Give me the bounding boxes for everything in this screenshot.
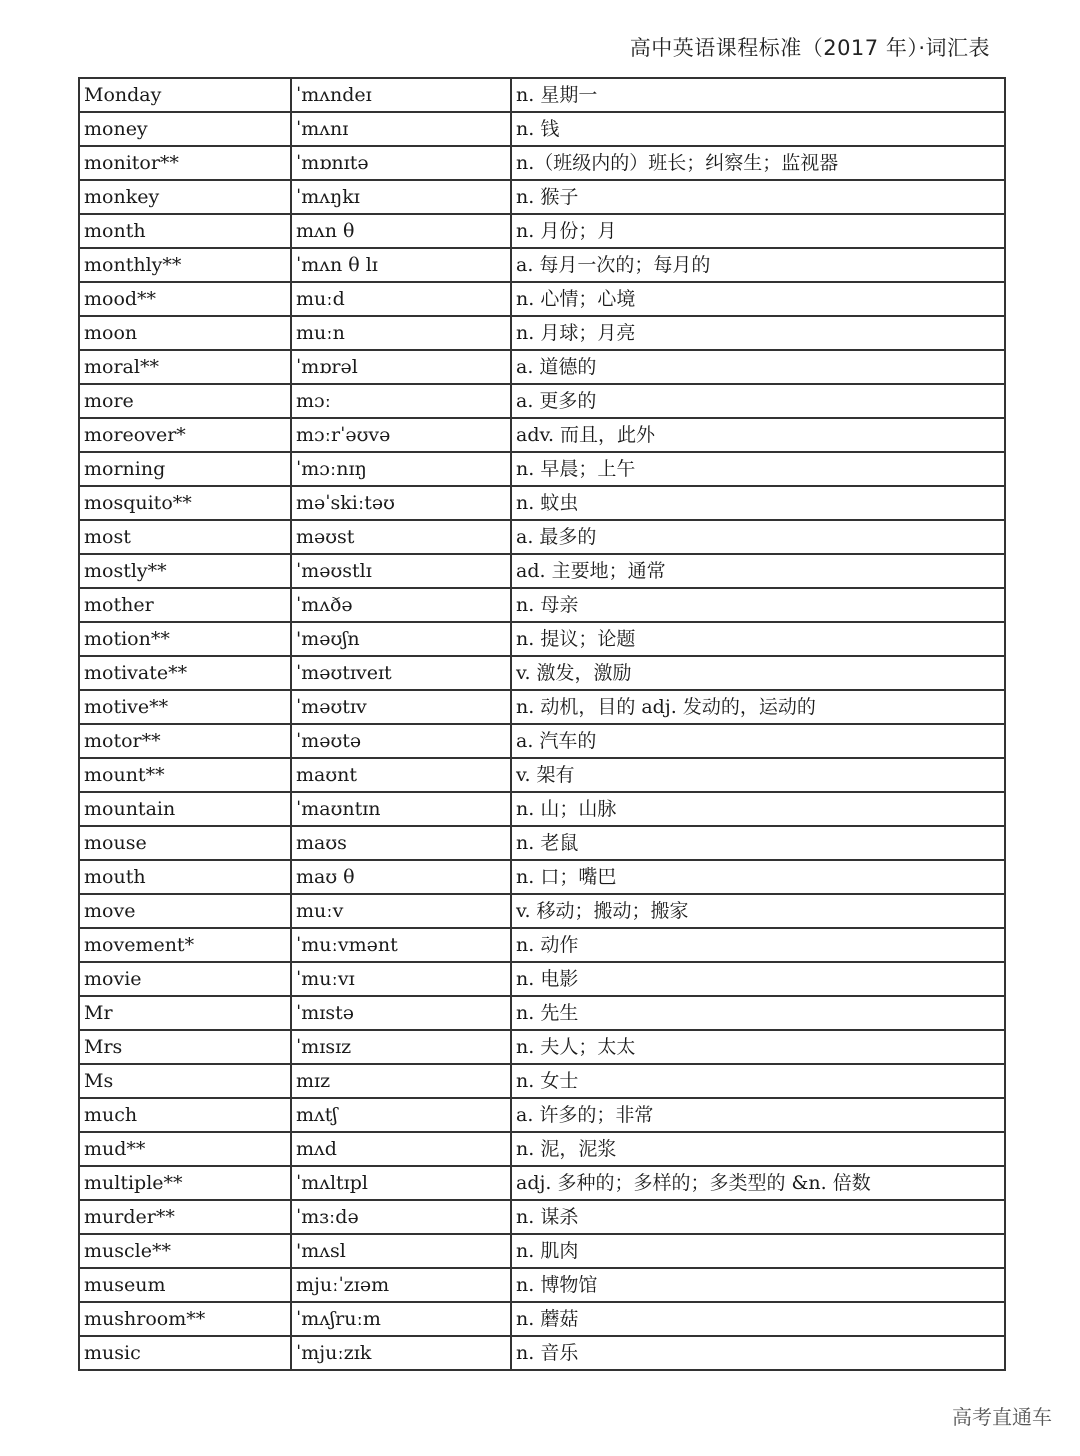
phonetic-cell: ˈmaʊntɪn bbox=[291, 792, 511, 826]
word-cell: Mrs bbox=[79, 1030, 291, 1064]
meaning-cell: n. 心情；心境 bbox=[511, 282, 1005, 316]
meaning-cell: n. 山；山脉 bbox=[511, 792, 1005, 826]
phonetic-cell: mɔːrˈəʊvə bbox=[291, 418, 511, 452]
table-row bbox=[79, 962, 1005, 996]
phonetic-cell: ˈmɒrəl bbox=[291, 350, 511, 384]
table-row bbox=[79, 1166, 1005, 1200]
meaning-cell: a. 许多的；非常 bbox=[511, 1098, 1005, 1132]
table-row bbox=[79, 1098, 1005, 1132]
table-row bbox=[79, 554, 1005, 588]
table-row bbox=[79, 928, 1005, 962]
phonetic-cell: ˈmʌn θ lɪ bbox=[291, 248, 511, 282]
table-row bbox=[79, 180, 1005, 214]
meaning-cell: n. 蘑菇 bbox=[511, 1302, 1005, 1336]
meaning-cell: n. 动作 bbox=[511, 928, 1005, 962]
word-cell: mushroom** bbox=[79, 1302, 291, 1336]
word-cell: Monday bbox=[79, 78, 291, 112]
phonetic-cell: muːd bbox=[291, 282, 511, 316]
phonetic-cell: məˈskiːtəʊ bbox=[291, 486, 511, 520]
table-row bbox=[79, 1200, 1005, 1234]
table-row bbox=[79, 826, 1005, 860]
word-cell: mood** bbox=[79, 282, 291, 316]
meaning-cell: n. 谋杀 bbox=[511, 1200, 1005, 1234]
table-row bbox=[79, 282, 1005, 316]
phonetic-cell: ˈmʌnɪ bbox=[291, 112, 511, 146]
table-row bbox=[79, 996, 1005, 1030]
meaning-cell: n. 蚊虫 bbox=[511, 486, 1005, 520]
meaning-cell: n. 先生 bbox=[511, 996, 1005, 1030]
meaning-cell: a. 每月一次的；每月的 bbox=[511, 248, 1005, 282]
meaning-cell: n. 动机，目的 adj. 发动的，运动的 bbox=[511, 690, 1005, 724]
table-row bbox=[79, 316, 1005, 350]
meaning-cell: n. 月球；月亮 bbox=[511, 316, 1005, 350]
table-row bbox=[79, 350, 1005, 384]
meaning-cell: ad. 主要地；通常 bbox=[511, 554, 1005, 588]
table-row bbox=[79, 656, 1005, 690]
meaning-cell: n. 口；嘴巴 bbox=[511, 860, 1005, 894]
meaning-cell: n. 肌肉 bbox=[511, 1234, 1005, 1268]
word-cell: museum bbox=[79, 1268, 291, 1302]
phonetic-cell: ˈmʌðə bbox=[291, 588, 511, 622]
word-cell: moon bbox=[79, 316, 291, 350]
word-cell: Mr bbox=[79, 996, 291, 1030]
phonetic-cell: ˈmʌŋkɪ bbox=[291, 180, 511, 214]
table-row bbox=[79, 214, 1005, 248]
table-row bbox=[79, 758, 1005, 792]
phonetic-cell: mʌd bbox=[291, 1132, 511, 1166]
word-cell: muscle** bbox=[79, 1234, 291, 1268]
word-cell: much bbox=[79, 1098, 291, 1132]
meaning-cell: adv. 而且，此外 bbox=[511, 418, 1005, 452]
phonetic-cell: mjuːˈzɪəm bbox=[291, 1268, 511, 1302]
phonetic-cell: ˈmɜːdə bbox=[291, 1200, 511, 1234]
word-cell: mother bbox=[79, 588, 291, 622]
word-cell: music bbox=[79, 1336, 291, 1370]
table-row bbox=[79, 146, 1005, 180]
meaning-cell: n. 月份；月 bbox=[511, 214, 1005, 248]
phonetic-cell: muːv bbox=[291, 894, 511, 928]
word-cell: mouse bbox=[79, 826, 291, 860]
meaning-cell: n. 钱 bbox=[511, 112, 1005, 146]
phonetic-cell: ˈmuːvɪ bbox=[291, 962, 511, 996]
meaning-cell: a. 汽车的 bbox=[511, 724, 1005, 758]
page-header-title: 高中英语课程标准（2017 年）·词汇表 bbox=[629, 36, 990, 60]
word-cell: Ms bbox=[79, 1064, 291, 1098]
table-row bbox=[79, 384, 1005, 418]
table-row bbox=[79, 1064, 1005, 1098]
phonetic-cell: ˈmɪstə bbox=[291, 996, 511, 1030]
meaning-cell: a. 道德的 bbox=[511, 350, 1005, 384]
table-row bbox=[79, 792, 1005, 826]
table-row bbox=[79, 1268, 1005, 1302]
word-cell: mountain bbox=[79, 792, 291, 826]
table-row bbox=[79, 486, 1005, 520]
phonetic-cell: məʊst bbox=[291, 520, 511, 554]
word-cell: monthly** bbox=[79, 248, 291, 282]
phonetic-cell: maʊ θ bbox=[291, 860, 511, 894]
table-row bbox=[79, 248, 1005, 282]
word-cell: moral** bbox=[79, 350, 291, 384]
phonetic-cell: 'mʌsl bbox=[291, 1234, 511, 1268]
meaning-cell: v. 架有 bbox=[511, 758, 1005, 792]
vocabulary-table bbox=[78, 77, 1006, 1371]
table-row bbox=[79, 1302, 1005, 1336]
phonetic-cell: ˈmʌndeɪ bbox=[291, 78, 511, 112]
meaning-cell: n. 女士 bbox=[511, 1064, 1005, 1098]
word-cell: multiple** bbox=[79, 1166, 291, 1200]
table-row bbox=[79, 860, 1005, 894]
table-row bbox=[79, 1234, 1005, 1268]
word-cell: mostly** bbox=[79, 554, 291, 588]
phonetic-cell: ˈmɒnɪtə bbox=[291, 146, 511, 180]
word-cell: murder** bbox=[79, 1200, 291, 1234]
phonetic-cell: ˈmɔːnɪŋ bbox=[291, 452, 511, 486]
meaning-cell: n. 夫人；太太 bbox=[511, 1030, 1005, 1064]
word-cell: motive** bbox=[79, 690, 291, 724]
word-cell: motivate** bbox=[79, 656, 291, 690]
meaning-cell: v. 激发，激励 bbox=[511, 656, 1005, 690]
meaning-cell: adj. 多种的；多样的；多类型的 &n. 倍数 bbox=[511, 1166, 1005, 1200]
watermark-text: 高考直通车 bbox=[952, 1405, 1052, 1429]
meaning-cell: n. 早晨；上午 bbox=[511, 452, 1005, 486]
table-row bbox=[79, 1132, 1005, 1166]
word-cell: monkey bbox=[79, 180, 291, 214]
table-row bbox=[79, 520, 1005, 554]
meaning-cell: n. 泥，泥浆 bbox=[511, 1132, 1005, 1166]
meaning-cell: n. 电影 bbox=[511, 962, 1005, 996]
word-cell: motor** bbox=[79, 724, 291, 758]
table-row bbox=[79, 1030, 1005, 1064]
table-row bbox=[79, 78, 1005, 112]
meaning-cell: n. 博物馆 bbox=[511, 1268, 1005, 1302]
word-cell: morning bbox=[79, 452, 291, 486]
phonetic-cell: mʌtʃ bbox=[291, 1098, 511, 1132]
meaning-cell: v. 移动；搬动；搬家 bbox=[511, 894, 1005, 928]
table-row bbox=[79, 112, 1005, 146]
vocabulary-table-body bbox=[79, 78, 1005, 1370]
word-cell: mouth bbox=[79, 860, 291, 894]
word-cell: mud** bbox=[79, 1132, 291, 1166]
phonetic-cell: mɪz bbox=[291, 1064, 511, 1098]
table-row bbox=[79, 690, 1005, 724]
meaning-cell: n.（班级内的）班长；纠察生；监视器 bbox=[511, 146, 1005, 180]
phonetic-cell: mʌn θ bbox=[291, 214, 511, 248]
word-cell: mount** bbox=[79, 758, 291, 792]
word-cell: moreover* bbox=[79, 418, 291, 452]
phonetic-cell: ˈmʌʃruːm bbox=[291, 1302, 511, 1336]
word-cell: more bbox=[79, 384, 291, 418]
table-row bbox=[79, 894, 1005, 928]
phonetic-cell: maʊs bbox=[291, 826, 511, 860]
word-cell: money bbox=[79, 112, 291, 146]
phonetic-cell: ˈmjuːzɪk bbox=[291, 1336, 511, 1370]
phonetic-cell: ˈməʊtə bbox=[291, 724, 511, 758]
meaning-cell: a. 更多的 bbox=[511, 384, 1005, 418]
meaning-cell: a. 最多的 bbox=[511, 520, 1005, 554]
phonetic-cell: ˈməʊtɪv bbox=[291, 690, 511, 724]
phonetic-cell: maʊnt bbox=[291, 758, 511, 792]
word-cell: movie bbox=[79, 962, 291, 996]
word-cell: movement* bbox=[79, 928, 291, 962]
table-row bbox=[79, 1336, 1005, 1370]
meaning-cell: n. 老鼠 bbox=[511, 826, 1005, 860]
table-row bbox=[79, 622, 1005, 656]
meaning-cell: n. 母亲 bbox=[511, 588, 1005, 622]
word-cell: motion** bbox=[79, 622, 291, 656]
meaning-cell: n. 猴子 bbox=[511, 180, 1005, 214]
word-cell: month bbox=[79, 214, 291, 248]
table-row bbox=[79, 452, 1005, 486]
phonetic-cell: ˈməʊtɪveɪt bbox=[291, 656, 511, 690]
meaning-cell: n. 提议；论题 bbox=[511, 622, 1005, 656]
table-row bbox=[79, 418, 1005, 452]
table-row bbox=[79, 724, 1005, 758]
phonetic-cell: muːn bbox=[291, 316, 511, 350]
word-cell: mosquito** bbox=[79, 486, 291, 520]
phonetic-cell: ˈməʊstlɪ bbox=[291, 554, 511, 588]
word-cell: monitor** bbox=[79, 146, 291, 180]
word-cell: move bbox=[79, 894, 291, 928]
phonetic-cell: ˈmuːvmənt bbox=[291, 928, 511, 962]
phonetic-cell: mɔː bbox=[291, 384, 511, 418]
word-cell: most bbox=[79, 520, 291, 554]
table-row bbox=[79, 588, 1005, 622]
phonetic-cell: ˈmɪsɪz bbox=[291, 1030, 511, 1064]
phonetic-cell: 'məʊʃn bbox=[291, 622, 511, 656]
phonetic-cell: ˈmʌltɪpl bbox=[291, 1166, 511, 1200]
meaning-cell: n. 音乐 bbox=[511, 1336, 1005, 1370]
meaning-cell: n. 星期一 bbox=[511, 78, 1005, 112]
